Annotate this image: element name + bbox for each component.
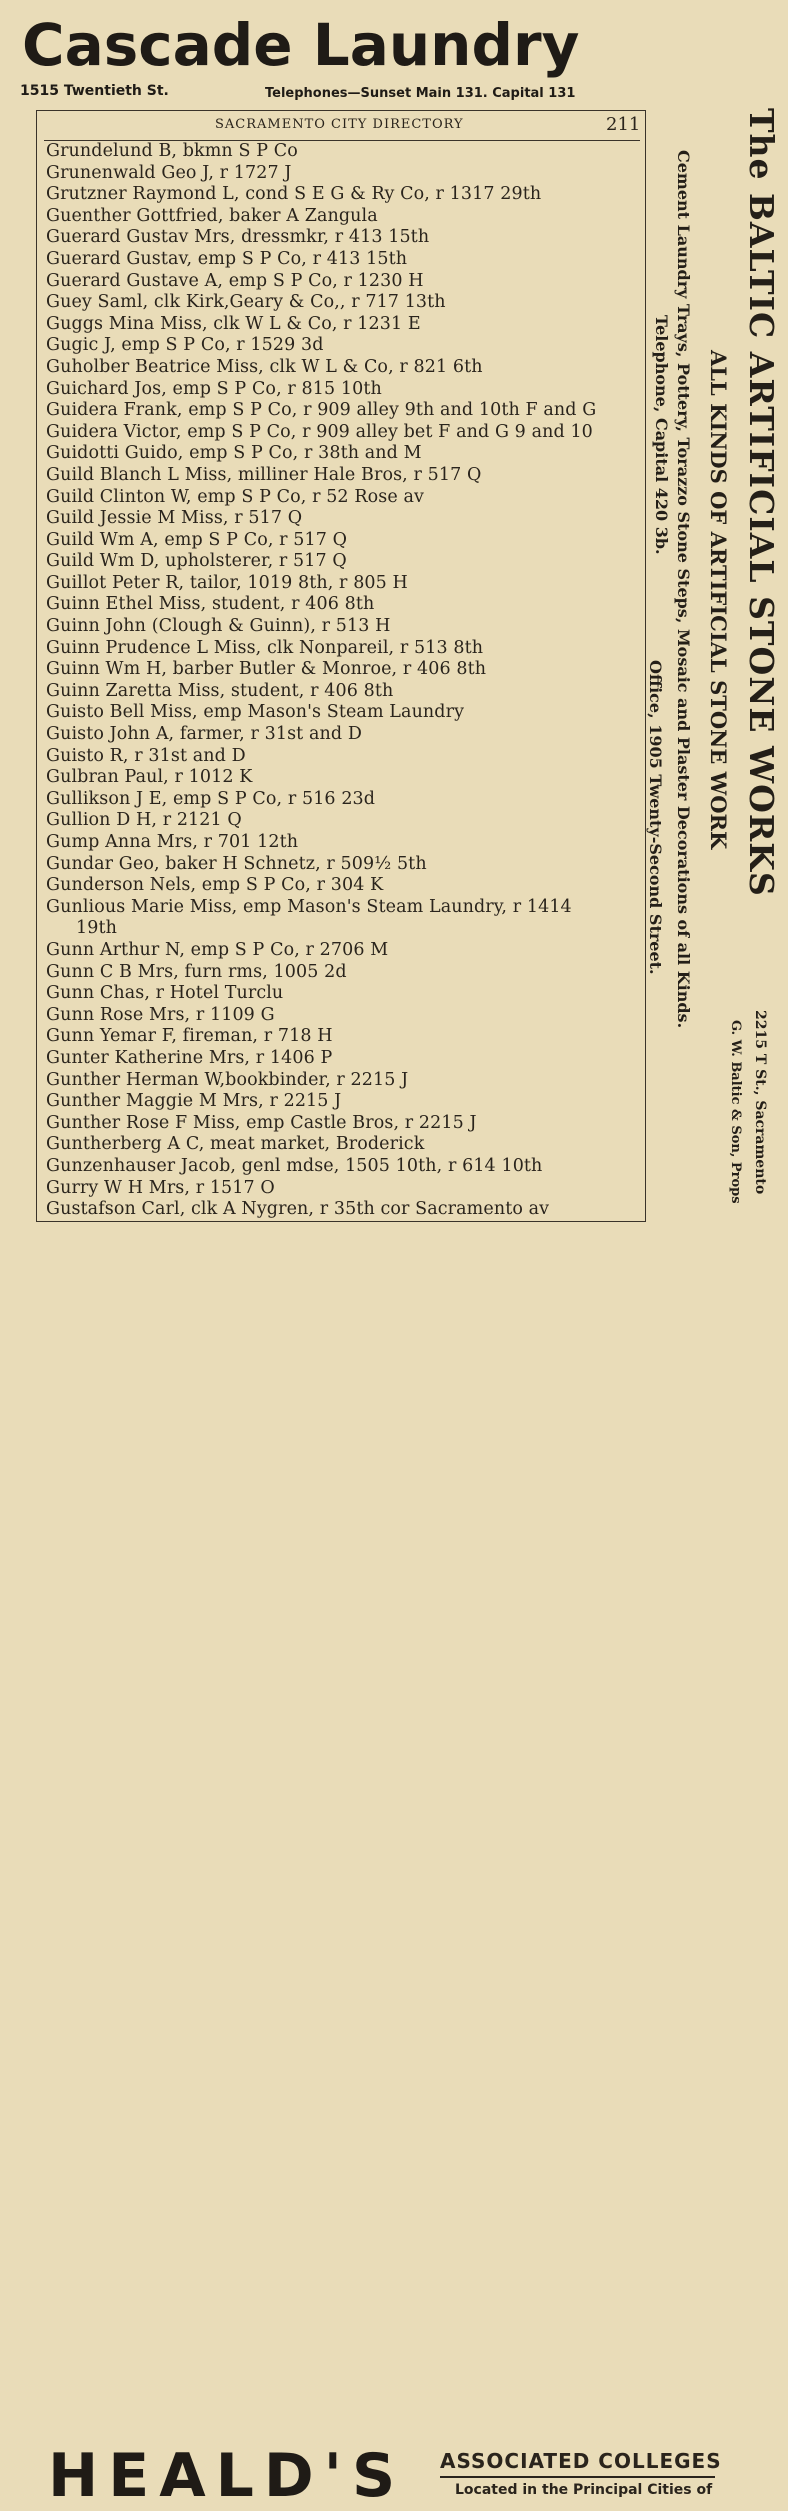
directory-entry: Guinn Ethel Miss, student, r 406 8th — [46, 594, 375, 615]
directory-entry: Guey Saml, clk Kirk,Geary & Co,, r 717 13th — [46, 292, 446, 313]
directory-entry: Gunn Rose Mrs, r 1109 G — [46, 1004, 275, 1025]
laundry-ad-title: Cascade Laundry — [22, 11, 580, 79]
directory-entry: Guild Jessie M Miss, r 517 Q — [46, 508, 303, 529]
directory-entry: Grunenwald Geo J, r 1727 J — [46, 162, 292, 183]
directory-entry: Guinn Wm H, barber Butler & Monroe, r 406 8th — [46, 659, 487, 680]
directory-entry: Guinn Zaretta Miss, student, r 406 8th — [46, 680, 394, 701]
directory-entry: Guild Wm A, emp S P Co, r 517 Q — [46, 529, 348, 550]
bottom-advertisement — [0, 1222, 788, 2511]
directory-entry: Gustafson Carl, clk A Nygren, r 35th cor Sacramento av — [46, 1199, 550, 1220]
heralds-brand: HEALD'S — [48, 2441, 406, 2511]
directory-entry: Gullion D H, r 2121 Q — [46, 810, 242, 831]
directory-entry: Gugic J, emp S P Co, r 1529 3d — [46, 335, 324, 356]
directory-entry: Guinn John (Clough & Guinn), r 513 H — [46, 616, 391, 637]
directory-entry: Gunn Chas, r Hotel Turclu — [46, 983, 284, 1004]
side-advertisement — [648, 100, 788, 1230]
directory-entry: Guerard Gustave A, emp S P Co, r 1230 H — [46, 270, 424, 291]
directory-entry: Guerard Gustav, emp S P Co, r 413 15th — [46, 248, 408, 269]
directory-entry: Guntherberg A C, meat market, Broderick — [46, 1134, 425, 1155]
laundry-ad-address: 1515 Twentieth St. — [20, 83, 169, 99]
side-ad-title: The BALTIC ARTIFICIAL STONE WORKS — [742, 108, 781, 897]
directory-entry: Grutzner Raymond L, cond S E G & Ry Co, r 1317 29th — [46, 184, 542, 205]
directory-entry: Gunn C B Mrs, furn rms, 1005 2d — [46, 961, 347, 982]
directory-entry: Guild Wm D, upholsterer, r 517 Q — [46, 551, 347, 572]
directory-entry: Guerard Gustav Mrs, dressmkr, r 413 15th — [46, 227, 430, 248]
running-header: SACRAMENTO CITY DIRECTORY — [215, 117, 464, 132]
directory-entry: Gulbran Paul, r 1012 K — [46, 767, 253, 788]
directory-entry: Gunn Yemar F, fireman, r 718 H — [46, 1026, 333, 1047]
directory-entry: Guisto R, r 31st and D — [46, 745, 246, 766]
side-ad-telephone: Telephone, Capital 420 3b. — [652, 315, 671, 555]
side-ad-products: Cement Laundry Trays, Pottery, Torazzo Stone Steps, Mosaic and Plaster Decorations of all Kinds. — [674, 150, 693, 1029]
directory-entry: Grundelund B, bkmn S P Co — [46, 141, 298, 161]
directory-listing — [46, 141, 642, 1221]
directory-entry: Gunlious Marie Miss, emp Mason's Steam Laundry, r 1414 — [46, 896, 572, 917]
directory-entry: Guild Blanch L Miss, milliner Hale Bros, r 517 Q — [46, 464, 482, 485]
top-advertisement — [0, 0, 788, 110]
directory-entry: Guild Clinton W, emp S P Co, r 52 Rose av — [46, 486, 424, 507]
directory-entry: Guidotti Guido, emp S P Co, r 38th and M — [46, 443, 422, 464]
colleges-label: ASSOCIATED COLLEGES — [440, 2449, 722, 2473]
bottom-divider — [440, 2476, 715, 2478]
directory-entry: Guidera Frank, emp S P Co, r 909 alley 9th and 10th F and G — [46, 400, 597, 421]
directory-entry: Gunther Maggie M Mrs, r 2215 J — [46, 1091, 342, 1112]
directory-entry: Gunther Rose F Miss, emp Castle Bros, r 2215 J — [46, 1112, 477, 1133]
directory-entry: Gullikson J E, emp S P Co, r 516 23d — [46, 788, 376, 809]
directory-entry: Gunn Arthur N, emp S P Co, r 2706 M — [46, 939, 389, 960]
page-number: 211 — [606, 114, 641, 135]
directory-entry: Guggs Mina Miss, clk W L & Co, r 1231 E — [46, 313, 421, 334]
laundry-ad-phones: Telephones—Sunset Main 131. Capital 131 — [265, 86, 576, 101]
side-ad-subtitle: ALL KINDS OF ARTIFICIAL STONE WORK — [706, 350, 731, 850]
directory-entry: Gunzenhauser Jacob, genl mdse, 1505 10th, r 614 10th — [46, 1155, 543, 1176]
directory-entry: Guisto John A, farmer, r 31st and D — [46, 724, 362, 745]
directory-entry: 19th — [76, 918, 117, 939]
side-ad-props: G. W. Baltic & Son, Props — [728, 1020, 743, 1204]
directory-entry: Guinn Prudence L Miss, clk Nonpareil, r 513 8th — [46, 637, 484, 658]
directory-entry: Gump Anna Mrs, r 701 12th — [46, 832, 299, 852]
side-ad-office: Office, 1905 Twenty-Second Street. — [646, 660, 665, 975]
directory-entry: Gunter Katherine Mrs, r 1406 P — [46, 1047, 333, 1068]
side-ad-address: 2215 T St., Sacramento — [752, 1010, 768, 1195]
directory-entry: Guidera Victor, emp S P Co, r 909 alley bet F and G 9 and 10 — [46, 421, 593, 442]
directory-entry: Guillot Peter R, tailor, 1019 8th, r 805 H — [46, 572, 408, 593]
directory-entry: Guholber Beatrice Miss, clk W L & Co, r 821 6th — [46, 356, 483, 377]
directory-entry: Guisto Bell Miss, emp Mason's Steam Laundry — [46, 702, 465, 723]
directory-entry: Guenther Gottfried, baker A Zangula — [46, 205, 378, 226]
directory-entry: Guichard Jos, emp S P Co, r 815 10th — [46, 378, 382, 399]
directory-entry: Gunther Herman W,bookbinder, r 2215 J — [46, 1069, 409, 1090]
directory-entry: Gurry W H Mrs, r 1517 O — [46, 1177, 275, 1198]
colleges-location: Located in the Principal Cities of — [455, 2482, 713, 2498]
directory-entry: Gundar Geo, baker H Schnetz, r 509½ 5th — [46, 853, 427, 874]
directory-entry: Gunderson Nels, emp S P Co, r 304 K — [46, 875, 384, 896]
